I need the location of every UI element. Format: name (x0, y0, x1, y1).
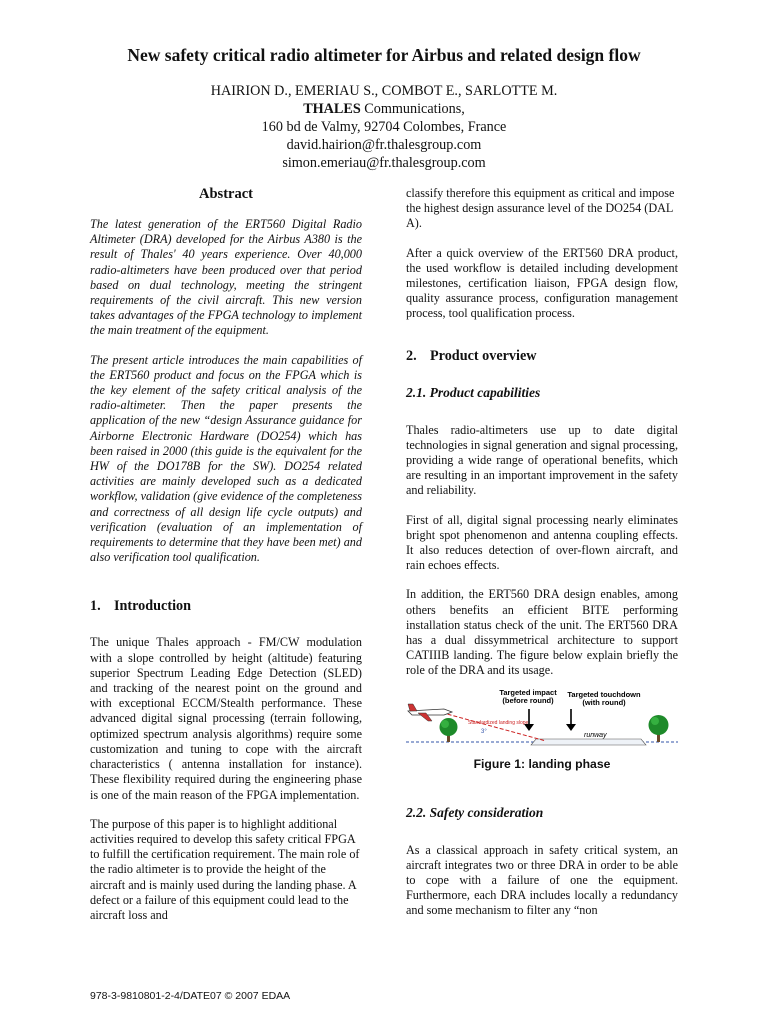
affiliation (0, 100, 768, 118)
subsection-2-2-heading: 2.2. Safety consideration (406, 804, 544, 820)
email-2[interactable]: simon.emeriau@fr.thalesgroup.com (282, 155, 486, 171)
aircraft-icon (408, 704, 452, 721)
email-1[interactable]: david.hairion@fr.thalesgroup.com (286, 137, 482, 153)
section-1-title: Introduction (114, 598, 191, 615)
right-column (406, 186, 678, 919)
affiliation-dept: Communications, (360, 101, 465, 117)
capabilities-paragraph-3: In addition, the ERT560 DRA design enables, among others benefits an efficient BITE performing installation status check of the unit. The ERT560 DRA has a dual dissymmetrical architecture to support CATIIIB landing. The figure below explain briefly the role of the DRA and its usage. (406, 587, 678, 678)
abstract-paragraph-1: The latest generation of the ERT560 Digital Radio Altimeter (DRA) developed for the Airbus A380 is the result of Thales' 40 years experience. Over 40,000 radio-altimeters have been produced over that period based on dual technology, meeting the stringent requirements of the civil aircraft. This new version takes advantages of the FPGA technology to implement the main treatment of the equipment. (90, 217, 362, 338)
page-footer: 978-3-9810801-2-4/DATE07 © 2007 EDAA (90, 990, 291, 1002)
subsection-2-1-heading: 2.1. Product capabilities (406, 384, 541, 400)
landing-diagram (406, 689, 678, 751)
tree-icon-right (649, 715, 669, 742)
section-2-number: 2. (406, 347, 417, 364)
author-block (0, 82, 768, 172)
safety-paragraph: As a classical approach in safety critical system, an aircraft integrates two or three DRA in order to be able to cope with a failure of one the equipment. Furthermore, each DRA includes locally a redundancy and some mechanism to filter any “non (406, 842, 678, 918)
left-column (90, 186, 362, 923)
author-names: HAIRION D., EMERIAU S., COMBOT E., SARLOTTE M. (210, 83, 558, 99)
runway-shape (531, 739, 646, 745)
affiliation-org: THALES (303, 101, 361, 117)
landing-phase-figure (406, 689, 678, 751)
capabilities-paragraph-1: Thales radio-altimeters use up to date digital technologies in signal generation and signal processing, providing a wide range of operational benefits, which are resulting in an important improvement in the safety and reliability. (406, 422, 678, 498)
section-2-title: Product overview (430, 347, 537, 364)
capabilities-paragraph-2: First of all, digital signal processing nearly eliminates bright spot phenomenon and antenna coupling effects. It also reduces detection of over-flown aircraft, and rain echoes effects. (406, 512, 678, 573)
tree-icon-left (440, 718, 458, 742)
address: 160 bd de Valmy, 92704 Colombes, France (261, 119, 507, 135)
section-1-number: 1. (90, 598, 101, 615)
intro-paragraph-2: The purpose of this paper is to highlight additional activities required to develop this safety critical FPGA to fulfill the certification requirement. The main role of the radio altimeter is to provide the height of the aircraft and is mainly used during the landing phase. A defect or a failure of this equipment could lead to the aircraft loss and (90, 816, 360, 922)
touchdown-label-line-2: (with round) (582, 697, 626, 707)
section-1-heading (90, 598, 362, 615)
slope-label: Standardized landing slope (468, 719, 529, 726)
impact-label-line-2: (before round) (502, 695, 554, 705)
overview-paragraph: After a quick overview of the ERT560 DRA product, the used workflow is detailed including development milestones, certification liaison, FPGA design flow, quality assurance process, configuration management process, tool qualification process. (406, 245, 678, 321)
intro-paragraph-1: The unique Thales approach - FM/CW modulation with a slope controlled by height (altitude) featuring superior Spectrum Leading Edge Detection (SLED) and tracking of the nearest point on the ground and with exceptional ECCM/Stealth performance. These advanced digital signal processing (terrain following, optimized spectrum analysis algorithms) require some customization and tuning to cope with the aircraft characteristics ( antenna installation for instance). These flexibility required during the engineering phase is one of the main reason of the FPGA implementation. (90, 635, 362, 802)
figure-caption: Figure 1: landing phase (473, 756, 611, 771)
touchdown-label-line-1: Targeted touchdown (567, 689, 641, 699)
continued-paragraph: classify therefore this equipment as critical and impose the highest design assurance level of the DO254 (DAL A). (406, 186, 675, 231)
slope-angle-label: 3° (481, 728, 487, 735)
paper-title: New safety critical radio altimeter for Airbus and related design flow (127, 45, 641, 65)
impact-label-line-1: Targeted impact (499, 688, 557, 697)
abstract-heading: Abstract (199, 186, 253, 202)
abstract-paragraph-2: The present article introduces the main capabilities of the ERT560 product and focus on the FPGA which is the key element of the safety critical analysis of the radio-altimeter. Then the paper presents the application of the new “design Assurance guidance for Airborne Electronic Hardware (DO254) which has been raised in 2000 (this guide is the equivalent for the HW of the DO178B for the SW). DO254 related activities are mainly developed such as a dedicated workflow, validation (give evidence of the completeness and correctness of all design life cycle outputs) and verification (evaluation of an implementation of requirements to determine that they have been met) and also verification tool qualification. (90, 352, 362, 565)
section-2-heading (406, 348, 678, 365)
runway-label: runway (584, 731, 607, 739)
